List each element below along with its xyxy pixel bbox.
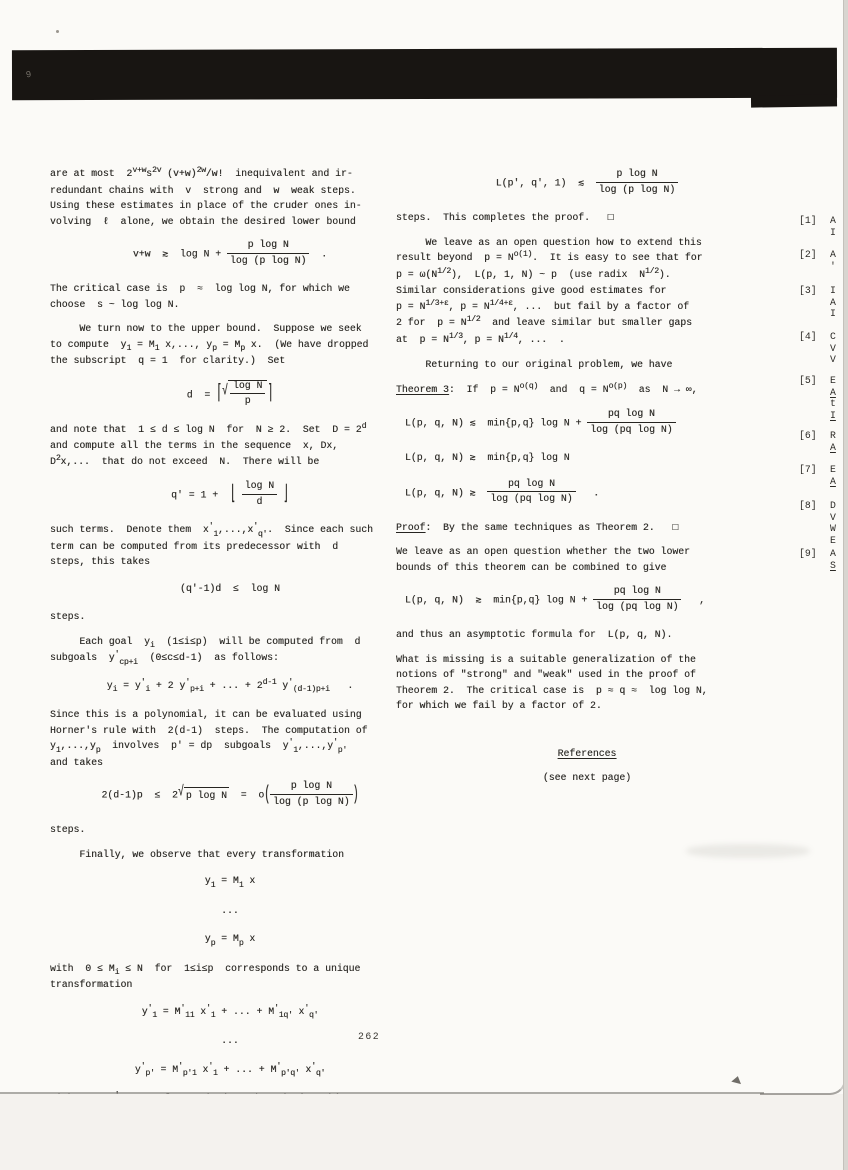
paragraph <box>50 609 410 625</box>
display-formula <box>396 479 778 507</box>
reference-letter: I <box>830 308 836 319</box>
reference-letter-fragments <box>830 375 836 421</box>
reference-number: [4] <box>799 331 817 342</box>
paragraph <box>50 422 410 471</box>
reference-letter: A <box>830 296 836 308</box>
reference-number: [5] <box>799 375 817 386</box>
display-formula <box>50 931 410 948</box>
text-line: steps, this takes <box>50 556 150 567</box>
page-bottom-edge <box>0 1092 764 1094</box>
paragraph <box>396 382 778 399</box>
text-line: v+w ≳ log N + $\frac{\text{p log N}}{\text{log (p log N)}}$ . <box>132 239 328 266</box>
reference-letter-fragments <box>830 430 836 453</box>
scanner-black-band <box>12 48 837 101</box>
paragraph <box>396 652 778 714</box>
text-line: L(p, q, N) ≳ $\frac{\text{pq log N}}{\text{log (pq log N)}}$ . <box>405 477 600 504</box>
text-line: subgoals $y'_{cp+i}$ (0≤c≤d-1) as follows: <box>50 650 279 667</box>
section-heading <box>396 746 778 762</box>
reference-letter: A <box>830 215 836 226</box>
text-line: We leave as an open question whether the two lower <box>396 546 690 557</box>
scan-background-right <box>843 0 848 1170</box>
text-line: (see next page) <box>542 772 632 783</box>
text-line: L(p', q', 1) ≲ $\frac{\text{p log N}}{\text{log (p log N)}}$ <box>396 169 778 197</box>
text-line: and compute all the terms in the sequence x, Dx, <box>50 440 339 451</box>
text-line: transformation <box>50 979 133 990</box>
paragraph <box>396 210 778 226</box>
text-line: $p = N^{1/3+\varepsilon}$, $p = N^{1/4+\varepsilon}$, ... but fail by a factor of <box>396 298 690 312</box>
text-line: $y_1,...,y_p$ involves p' = dp subgoals $y'_1,...,y'_{p'}$ <box>50 738 347 755</box>
reference-letter: A <box>830 475 836 487</box>
display-formula <box>50 1033 410 1049</box>
ink-smudge <box>686 844 810 858</box>
reference-number: [6] <box>799 430 817 441</box>
display-formula <box>396 450 778 466</box>
paragraph <box>396 357 778 373</box>
text-line: Returning to our original problem, we have <box>396 359 673 370</box>
reference-letter: t <box>830 398 836 409</box>
reference-letter: E <box>830 464 836 475</box>
text-line: 2(d-1)p ≤ 2√ p log N = o( $\frac{\text{p log N}}{\text{log (p log N)}}$ ) <box>101 780 359 807</box>
reference-letter: A <box>830 548 836 559</box>
text-line: $p = \omega(N^{1/2})$, L(p, 1, N) ~ p (use radix $N^{1/2}$). <box>396 266 671 280</box>
text-line: term can be computed from its predecessor with d <box>50 540 339 552</box>
text-line: Similar considerations give good estimates for <box>396 285 667 296</box>
reference-letter: V <box>830 511 836 523</box>
text-line: Finally, we observe that every transformation <box>50 848 344 860</box>
display-formula <box>50 873 410 890</box>
display-formula <box>50 581 410 597</box>
text-line: Horner's rule with 2(d-1) steps. The computation of <box>50 724 368 736</box>
reference-letter: I <box>830 226 836 238</box>
text-line: Since this is a polynomial, it can be evaluated using <box>50 709 362 720</box>
text-line: and thus an asymptotic formula for L(p, q, N). <box>396 629 673 640</box>
text-line: Proof: By the same techniques as Theorem 2. □ <box>396 521 679 533</box>
paragraph <box>396 235 778 349</box>
text-line: (q'-1)d ≤ log N <box>180 582 280 594</box>
scan-background-bottom <box>0 1094 848 1170</box>
text-line: $y_i = y'_i + 2$ $y'_{p+i}$ + ... + $2^{d-1}$ $y'_{(d-1)p+i}$ . <box>106 677 354 694</box>
text-line: The critical case is p ≈ log log N, for which we <box>50 283 350 294</box>
text-line: We turn now to the upper bound. Suppose we seek <box>50 323 362 334</box>
text-line: notions of "strong" and "weak" used in the proof of <box>396 669 696 680</box>
text-line: result beyond $p = N^{o(1)}$. It is easy to see that for <box>396 250 703 263</box>
text-line: redundant chains with v strong and w weak steps. <box>50 184 356 196</box>
text-line: What is missing is a suitable generalization of the <box>396 653 696 665</box>
paragraph <box>50 166 410 229</box>
text-line: steps. <box>50 611 86 622</box>
reference-letter: D <box>830 500 836 511</box>
reference-letter-fragments <box>830 464 836 487</box>
text-line: $y'_{p'} = M'_{p'1}$ $x'_1$ + ... + $M'_{p'q'}$ $x'_{q'}$ <box>134 1061 326 1078</box>
text-line: at $p = N^{1/3}$, $p = N^{1/4}$, ... . <box>396 331 565 345</box>
text-line: $y'_1 = M'_{11}$ $x'_1$ + ... + $M'_{1q'}$ $x'_{q'}$ <box>141 1003 319 1020</box>
text-column-left <box>50 166 410 1132</box>
reference-letter: S <box>830 559 836 571</box>
text-line: $y_1 = M_1$ x <box>204 875 256 890</box>
reference-number: [1] <box>799 215 817 226</box>
display-formula <box>50 380 410 409</box>
paragraph <box>50 522 410 570</box>
text-line: and note that 1 ≤ d ≤ log N for N ≥ 2. Set $D = 2^d$ <box>50 421 367 435</box>
text-line: Theorem 3: If $p = N^{o(q)}$ and $q = N^{o(p)}$ as N → ∞, <box>396 381 698 395</box>
display-formula <box>50 240 410 268</box>
reference-letter: R <box>830 430 836 441</box>
display-formula <box>50 781 410 809</box>
paragraph <box>50 707 410 770</box>
reference-letter: E <box>830 534 836 546</box>
text-line: such terms. Denote them $x'_1,...,x'_{q'}$. Since each such <box>50 522 373 539</box>
display-formula <box>50 481 410 509</box>
paragraph <box>50 822 410 838</box>
display-formula <box>50 1004 410 1021</box>
paragraph <box>396 544 778 575</box>
text-line: q' = 1 + ⌊ $\frac{\text{log N}}{d}$ ⌋ <box>171 480 289 507</box>
reference-letter: I <box>830 409 836 421</box>
text-column-right <box>396 158 778 795</box>
reference-letter: V <box>830 354 836 365</box>
text-line: Using these estimates in place of the cruder ones in- <box>50 200 362 211</box>
paragraph <box>50 961 410 993</box>
text-line: steps. This completes the proof. □ <box>396 212 614 223</box>
reference-number: [9] <box>799 548 817 559</box>
display-formula <box>50 1062 410 1079</box>
display-formula <box>396 169 778 197</box>
text-line: bounds of this theorem can be combined to give <box>396 561 667 573</box>
reference-letter-fragments <box>830 331 836 366</box>
reference-letter: A <box>830 386 836 398</box>
text-line: References <box>557 747 617 759</box>
small-ink-mark <box>731 1075 742 1084</box>
text-line: 2 for $p = N^{1/2}$ and leave similar but smaller gaps <box>396 315 693 328</box>
reference-letter: E <box>830 375 836 386</box>
reference-letter: I <box>830 285 836 296</box>
text-line: are at most $2^{v+w}s^{2v}$ $(v+w)^{2w}/w$! inequivalent and ir- <box>50 166 353 179</box>
paragraph <box>50 281 410 312</box>
text-line: L(p, q, N) ≳ min{p,q} log N <box>405 452 570 463</box>
reference-letter: ' <box>830 260 836 272</box>
text-line: $D^2x$,... that do not exceed N. There will be <box>50 453 320 467</box>
paragraph <box>396 770 778 786</box>
text-line: choose s ~ log log N. <box>50 298 180 310</box>
reference-number: [2] <box>799 249 817 260</box>
text-line: ... <box>221 904 239 916</box>
paragraph <box>50 634 410 667</box>
reference-letter: C <box>830 331 836 342</box>
reference-number: [8] <box>799 500 817 511</box>
reference-letter-fragments <box>830 285 836 320</box>
display-formula <box>396 586 778 614</box>
paragraph <box>50 847 410 863</box>
text-line: We leave as an open question how to extend this <box>396 236 702 248</box>
reference-letter-fragments <box>830 500 836 546</box>
display-formula <box>50 678 410 695</box>
reference-letter: A <box>830 249 836 260</box>
text-line: volving ℓ alone, we obtain the desired lower bound <box>50 215 356 227</box>
reference-letter-fragments <box>830 215 836 238</box>
text-line: d = ⌈√ $\frac{\text{log N}}{p}$ ⌉ <box>50 380 410 409</box>
text-line: L(p, q, N) ≲ min{p,q} log N + $\frac{\text{pq log N}}{\text{log (pq log N)}}$ <box>405 409 778 437</box>
text-line: steps. <box>50 824 86 835</box>
reference-number: [3] <box>799 285 817 296</box>
text-line: with $0 \le M_i \le N$ for 1≤i≤p corresponds to a unique <box>50 962 361 977</box>
text-line: Theorem 2. The critical case is p ≈ q ≈ log log N, <box>396 684 708 696</box>
text-line: L(p, q, N) ≳ min{p,q} log N + $\frac{\text{pq log N}}{\text{log (pq log N)}}$ , <box>405 585 705 612</box>
display-formula <box>50 903 410 919</box>
paragraph <box>50 321 410 369</box>
text-line: $y_p = M_p$ x <box>204 933 256 948</box>
text-line: the subscript q = 1 for clarity.) Set <box>50 355 286 366</box>
reference-letter: A <box>830 441 836 453</box>
paragraph <box>396 627 778 643</box>
reference-letter-fragments <box>830 249 836 272</box>
text-line: Each goal $y_i$ (1≤i≤p) will be computed from d <box>50 635 361 650</box>
text-line: ... <box>221 1035 239 1046</box>
scanner-black-band-notch <box>751 94 837 107</box>
band-faint-mark: 9 <box>25 69 33 81</box>
reference-letter: W <box>830 523 836 534</box>
reference-letter-fragments <box>830 548 836 571</box>
text-line: and takes <box>50 756 103 768</box>
text-line: to compute $y_1 = M_1$ x,..., $y_p = M_p$ x. (We have dropped <box>50 338 369 353</box>
text-line: for which we fail by a factor of 2. <box>396 700 602 711</box>
scan-speck <box>56 30 59 33</box>
page-bottom-right-corner <box>760 1066 846 1095</box>
display-formula <box>396 409 778 437</box>
page-number: 262 <box>358 1031 381 1042</box>
reference-number: [7] <box>799 464 817 475</box>
reference-letter: V <box>830 342 836 354</box>
paragraph <box>396 520 778 536</box>
